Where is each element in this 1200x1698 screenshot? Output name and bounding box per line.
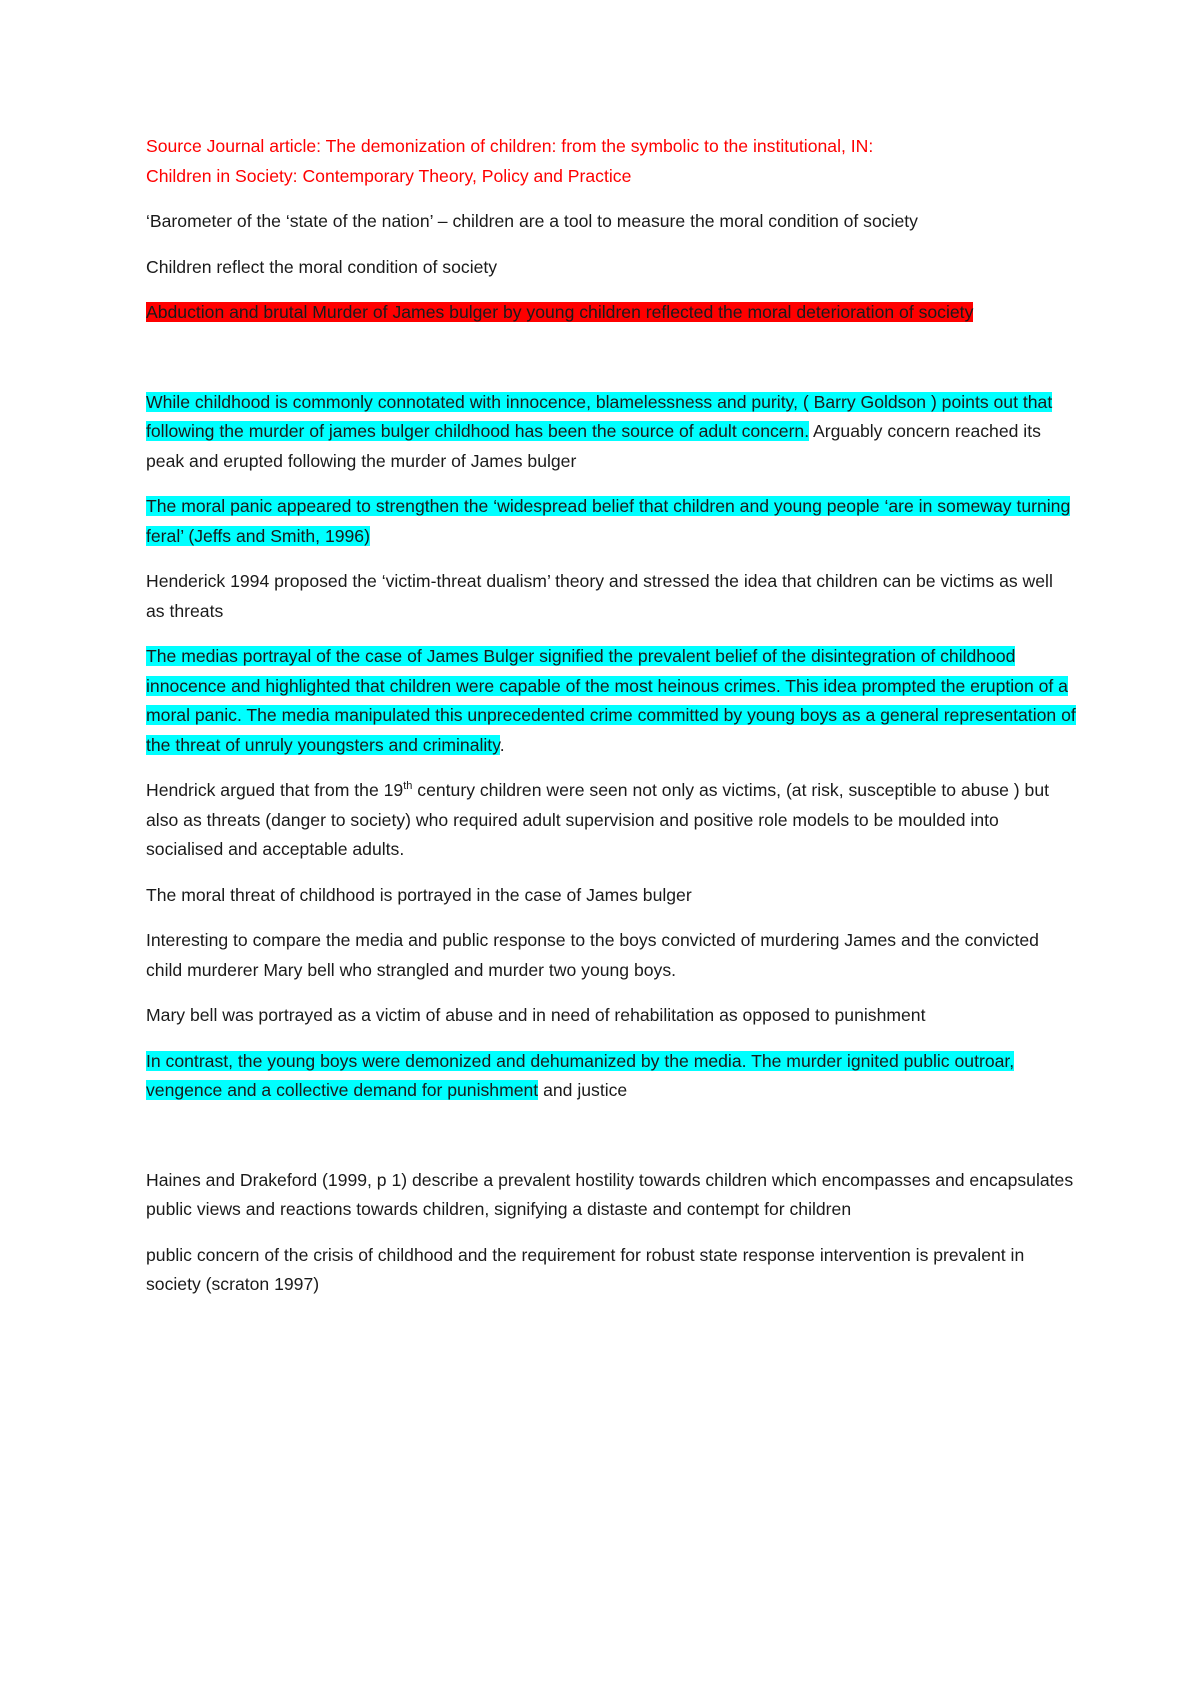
blank-line [146,344,1076,388]
paragraph-contrast [146,1047,1076,1106]
plain-text: Hendrick argued that from the 19 [146,780,404,800]
paragraph-moral-threat: The moral threat of childhood is portrayed in the case of James bulger [146,884,692,905]
plain-text: Arguably concern reached its peak and erupted following the murder of James bulger [146,421,1041,471]
plain-text: . [499,734,505,755]
superscript: th [403,780,413,793]
cyan-highlight-text: In contrast, the young boys were demonized and dehumanized by the media. The murder ignited public outroar, vengence and a collective demand for punishment [146,1050,1015,1100]
blank-line [146,1122,1076,1166]
red-highlight-text: Abduction and brutal Murder of James bulger by young children reflected the moral deterioration of society [146,302,974,322]
cyan-highlight-text: While childhood is commonly connotated with innocence, blamelessness and purity, ( Barry Goldson ) points out that following the murder of james bulger childhood has been the source of adult concern. [146,391,1053,441]
paragraph-public-concern: public concern of the crisis of childhood and the requirement for robust state response intervention is prevalent in society (scraton 1997) [146,1244,1025,1294]
plain-text: and justice [538,1080,628,1100]
paragraph-mary-bell: Mary bell was portrayed as a victim of abuse and in need of rehabilitation as opposed to punishment [146,1005,926,1025]
paragraph-goldson [146,388,1076,477]
paragraph-abduction [146,298,1076,328]
paragraph-hendrick [146,776,1076,865]
paragraph-compare: Interesting to compare the media and public response to the boys convicted of murdering James and the convicted child murderer Mary bell who strangled and murder two young boys. [146,930,1039,980]
paragraph-media-portrayal [146,642,1076,760]
cyan-highlight-text: The medias portrayal of the case of James Bulger signified the prevalent belief of the disintegration of childhood innocence and highlighted that children were capable of the most heinous crimes. This idea prompted the eruption of a moral panic. The media manipulated this unprecedented crime committed by young boys as a general representation of the threat of unruly youngsters and criminality [146,646,1076,755]
cyan-highlight-text: The moral panic appeared to strengthen the ‘widespread belief that children and young people ‘are in someway turning feral’ (Jeffs and Smith, 1996) [146,496,1071,546]
source-citation [146,132,1076,191]
document-page [146,132,1076,1316]
paragraph-henderick: Henderick 1994 proposed the ‘victim-threat dualism’ theory and stressed the idea that children can be victims as well as threats [146,571,1053,621]
plain-text: century children were seen not only as victims, (at risk, susceptible to abuse ) but also as threats (danger to society) who required adult supervision and positive role models to be moulded into socialised and acceptable adults. [146,780,1050,859]
source-line-1: Source Journal article: The demonization of children: from the symbolic to the institutional, IN: [146,136,874,156]
paragraph-haines: Haines and Drakeford (1999, p 1) describe a prevalent hostility towards children which encompasses and encapsulates public views and reactions towards children, signifying a distaste and contempt for children [146,1169,1074,1219]
source-line-2: Children in Society: Contemporary Theory, Policy and Practice [146,165,632,186]
paragraph-barometer: ‘Barometer of the ‘state of the nation’ – children are a tool to measure the moral condition of society [146,211,918,231]
paragraph-children-reflect: Children reflect the moral condition of society [146,256,498,277]
paragraph-moral-panic [146,492,1076,551]
